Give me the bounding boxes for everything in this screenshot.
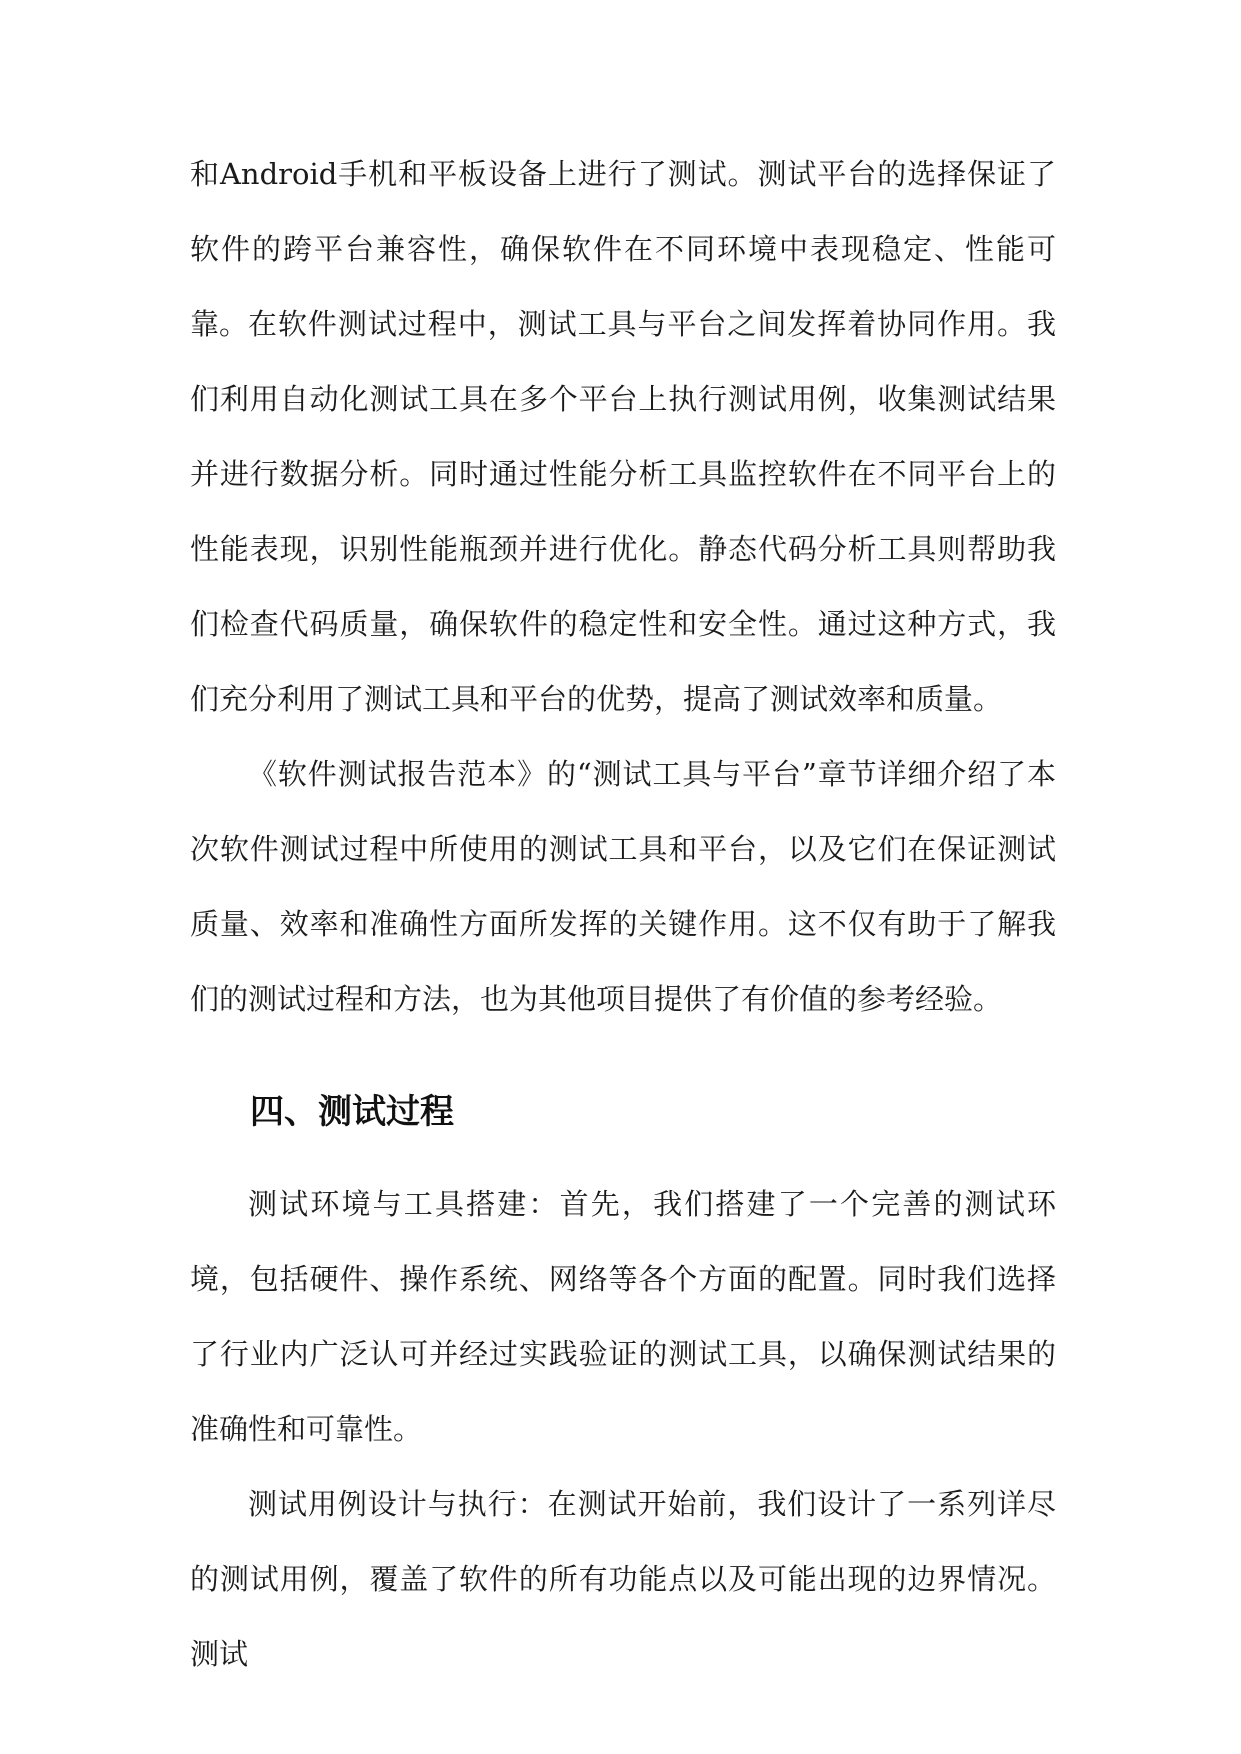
paragraph-environment-setup: 测试环境与工具搭建：首先，我们搭建了一个完善的测试环境，包括硬件、操作系统、网络等各个方面的配置。同时我们选择了行业内广泛认可并经过实践验证的测试工具，以确保测试结果的准确性和可靠性。	[190, 1187, 1056, 1446]
section-heading-test-process: 四、测试过程	[250, 1092, 454, 1132]
paragraph-test-case-design: 测试用例设计与执行：在测试开始前，我们设计了一系列详尽的测试用例，覆盖了软件的所有功能点以及可能出现的边界情况。测试	[190, 1487, 1056, 1671]
paragraph-tool-platform-synergy: 在软件测试过程中，测试工具与平台之间发挥着协同作用。我们利用自动化测试工具在多个平台上执行测试用例，收集测试结果并进行数据分析。同时通过性能分析工具监控软件在不同平台上的性能表现，识别性能瓶颈并进行优化。静态代码分析工具则帮助我们检查代码质量，确保软件的稳定性和安全性。通过这种方式，我们充分利用了测试工具和平台的优势，提高了测试效率和质量。	[190, 307, 1056, 716]
paragraph-chapter-summary: 《软件测试报告范本》的“测试工具与平台”章节详细介绍了本次软件测试过程中所使用的测试工具和平台，以及它们在保证测试质量、效率和准确性方面所发挥的关键作用。这不仅有助于了解我们的测试过程和方法，也为其他项目提供了有价值的参考经验。	[190, 757, 1056, 1016]
paragraph-platform-compatibility: 和Android手机和平板设备上进行了测试。测试平台的选择保证了软件的跨平台兼容性，确保软件在不同环境中表现稳定、性能可靠。	[190, 157, 1056, 341]
